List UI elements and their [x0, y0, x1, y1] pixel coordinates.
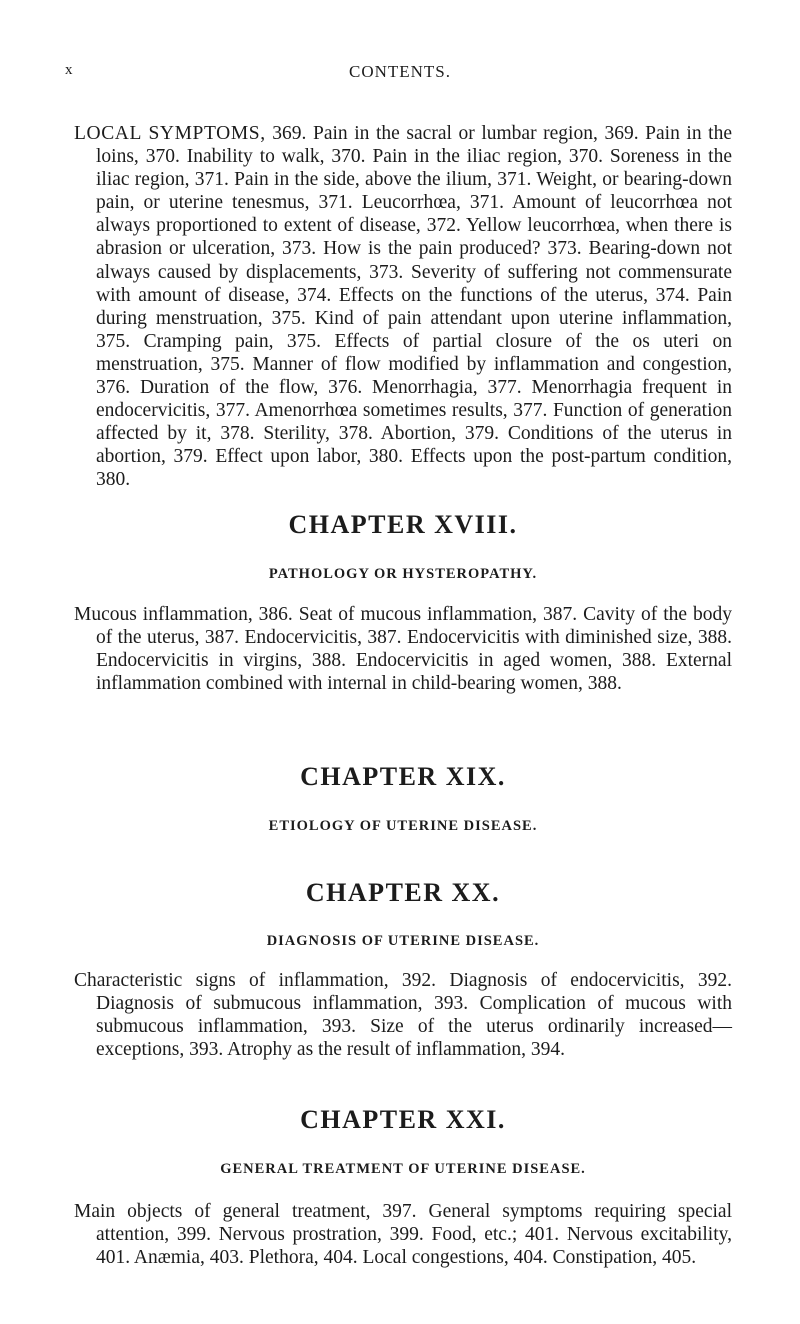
chapter-18-title: CHAPTER XVIII.	[288, 510, 518, 539]
chapter-20-subtitle: DIAGNOSIS OF UTERINE DISEASE.	[266, 933, 540, 949]
chapter-21-entry	[74, 1200, 732, 1269]
local-symptoms-entry	[74, 122, 732, 492]
chapter-18-entry	[74, 603, 732, 695]
running-head-title: CONTENTS.	[348, 62, 452, 81]
local-symptoms-text: 369. Pain in the sacral or lumbar region, 369. Pain in the loins, 370. Inability to walk, 370. Pain in the iliac region, 370. Soreness in the iliac region, 371. Pain in the side, above the ilium, 371. Weight, or bearing-down pain, or uterine tenesmus, 371. Leucorrhœa, 371. Amount of leucorrhœa not always proportioned to extent of disease, 372. Yellow leucorrhœa, when there is abrasion or ulceration, 373. How is the pain produced? 373. Bearing-down not always caused by displacements, 373. Severity of suffering not commensurate with amount of disease, 374. Effects on the functions of the uterus, 374. Pain during menstruation, 375. Kind of pain attendant upon uterine inflammation, 375. Cramping pain, 375. Effects of partial closure of the os uteri on menstruation, 375. Manner of flow modified by inflammation and congestion, 376. Duration of the flow, 376. Menorrhagia, 377. Menorrhagia frequent in endocervicitis, 377. Amenorrhœa sometimes results, 377. Function of generation affected by it, 378. Sterility, 378. Abortion, 379. Conditions of the uterus in abortion, 379. Effect upon labor, 380. Effects upon the post-partum condition, 380.	[96, 123, 732, 491]
chapter-18-paragraph: Mucous inflammation, 386. Seat of mucous inflammation, 387. Cavity of the body of the uterus, 387. Endocervicitis, 387. Endocervicitis with diminished size, 388. Endocervicitis in virgins, 388. Endocervicitis in aged women, 388. External inflammation combined with internal in child-bearing women, 388.	[74, 604, 732, 695]
chapter-21-title: CHAPTER XXI.	[300, 1105, 506, 1134]
chapter-19-subtitle: ETIOLOGY OF UTERINE DISEASE.	[268, 818, 538, 834]
page-number: x	[65, 62, 74, 78]
chapter-20-entry	[74, 969, 732, 1061]
chapter-19-title: CHAPTER XIX.	[300, 762, 506, 791]
chapter-20-paragraph: Characteristic signs of inflammation, 392. Diagnosis of endocervicitis, 392. Diagnosis of submucous inflammation, 393. Complication of mucous with submucous inflammation, 393. Size of the uterus ordinarily increased—exceptions, 393. Atrophy as the result of inflammation, 394.	[74, 970, 732, 1061]
chapter-18-subtitle: PATHOLOGY OR HYSTEROPATHY.	[268, 566, 538, 582]
chapter-20-title: CHAPTER XX.	[305, 878, 501, 907]
chapter-21-paragraph: Main objects of general treatment, 397. General symptoms requiring special attention, 399. Nervous prostration, 399. Food, etc.; 401. Nervous excitability, 401. Anæmia, 403. Plethora, 404. Local congestions, 404. Constipation, 405.	[74, 1201, 732, 1269]
local-symptoms-paragraph	[74, 122, 732, 492]
chapter-21-subtitle: GENERAL TREATMENT OF UTERINE DISEASE.	[220, 1161, 586, 1177]
section-lead: LOCAL SYMPTOMS,	[74, 123, 266, 144]
running-head	[40, 62, 760, 86]
